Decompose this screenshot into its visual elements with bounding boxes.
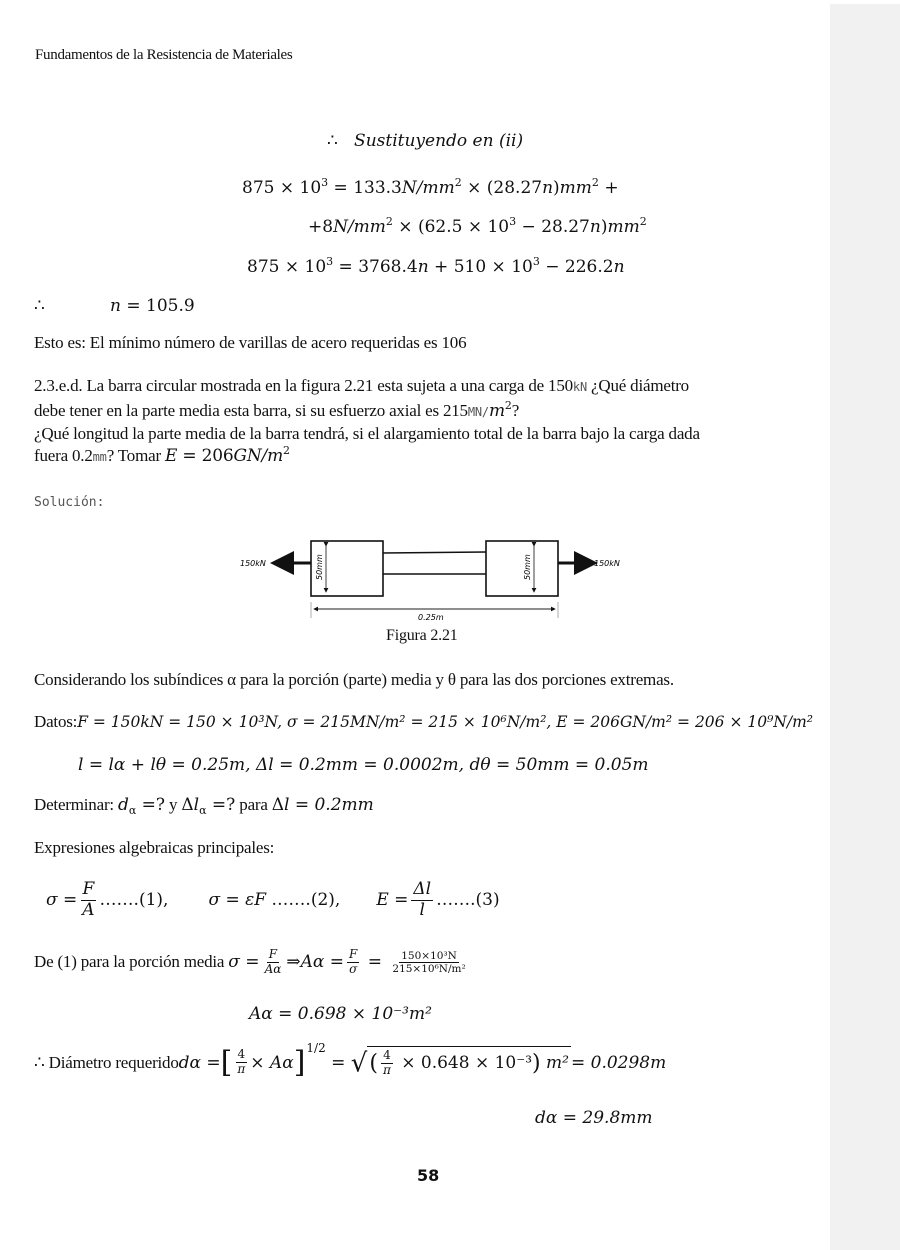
frac-den: l [419, 899, 425, 920]
equation-1-line-2 [308, 217, 647, 237]
frac-num: 150×10³N [401, 949, 457, 962]
sqrt-expression: √( $\frac{4}{\pi}$ × 0.648 × 10⁻³) m² [350, 1048, 569, 1079]
frac-num: 4 [383, 1048, 391, 1063]
eq-var: n [613, 257, 625, 277]
figure-caption: Figura 2.21 [386, 627, 458, 644]
problem-line-4 [34, 446, 290, 466]
datos-line-2: l = lα + lθ = 0.25m, Δl = 0.2mm = 0.0002m, dθ = 50mm = 0.05m [78, 755, 649, 775]
eq-text: E = [376, 890, 409, 911]
sqrt-sign: √ [350, 1048, 368, 1079]
eq-exp: 3 [532, 255, 540, 268]
page-number: 58 [417, 1166, 440, 1185]
therefore-symbol: ∴ [327, 131, 338, 151]
right-end-block [486, 541, 558, 596]
eq-unit: m² [546, 1053, 569, 1074]
eq-text: σ = [228, 952, 260, 973]
expression-2 [208, 890, 340, 910]
running-header: Fundamentos de la Resistencia de Materiales [35, 47, 293, 63]
eq-text: ) [600, 217, 608, 237]
eq-text: dα = [178, 1052, 221, 1073]
eq-text: 875 × 10 [242, 178, 322, 198]
problem-unit: mm [92, 450, 107, 464]
eq-exp: 3 [321, 176, 329, 189]
eq-var: n [589, 217, 601, 237]
eq-text: …….(3) [436, 890, 500, 911]
expression-1 [46, 880, 168, 920]
sustituyendo-line [327, 131, 523, 151]
eq-text: σ = [46, 890, 78, 911]
power-exponent: 1/2 [306, 1041, 326, 1055]
eq-text: +8 [308, 217, 334, 237]
side-panel [830, 4, 900, 1250]
eq-unit: N/mm [401, 178, 455, 198]
problem-line-1 [34, 376, 689, 396]
solution-label: Solución: [34, 495, 105, 510]
right-dim-label: 50mm [523, 554, 532, 580]
problem-text: fuera 0.2 [34, 446, 93, 465]
eq-unit: mm [607, 217, 640, 237]
frac-num: F [268, 947, 278, 961]
area-result: Aα = 0.698 × 10⁻³m² [249, 1004, 432, 1024]
frac-num: 4 [237, 1047, 246, 1062]
bar-figure [220, 530, 640, 630]
length-dim-label: 0.25m [418, 613, 444, 622]
frac-den: σ [349, 961, 358, 976]
eq-text: × (28.27 [461, 178, 543, 198]
eq-text: − 28.27 [516, 217, 590, 237]
eq-text: = 0.0298m [570, 1052, 667, 1073]
eq-exp: 2 [385, 215, 393, 228]
eq-text: = 0.2mm [289, 795, 374, 815]
problem-line-3: ¿Qué longitud la parte media de la barra tendrá, si el alargamiento total de la barra bajo la carga dada [34, 424, 700, 443]
eq-text: = 105.9 [120, 296, 195, 316]
problem-unit: MN/ [467, 405, 489, 419]
de1-text: De (1) para la porción media [34, 952, 225, 972]
eq-text: 875 × 10 [247, 257, 327, 277]
equation-1-line-1 [242, 178, 619, 198]
problem-line-2 [34, 401, 519, 421]
eq-exp: 2 [591, 176, 599, 189]
eq-unit: GN/m [233, 446, 283, 466]
eq-exp: 2 [504, 399, 512, 412]
eq-text: σ = εF [208, 890, 267, 911]
eq-text: …….(1), [99, 890, 169, 911]
eq-text: …….(2), [266, 890, 341, 911]
determinar-text: para [239, 795, 268, 814]
eq-text: ⇒ [286, 952, 301, 973]
final-diameter: dα = 29.8mm [535, 1108, 653, 1128]
determinar-line: Determinar: $d_\alpha$ =? y $\Delta l_\alpha$ =? para Δl = 0.2mm [34, 795, 374, 817]
frac-den: π [237, 1062, 246, 1076]
eq-exp: 3 [326, 255, 334, 268]
datos-line-1 [34, 712, 813, 732]
left-bracket: [ [220, 1045, 233, 1080]
sustituyendo-text: Sustituyendo en (ii) [354, 131, 524, 151]
frac-den: A [82, 899, 95, 920]
problem-unit: kN [572, 380, 587, 394]
eq-text: = 133.3 [333, 178, 402, 198]
problem-text: 2.3.e.d. La barra circular mostrada en la figura 2.21 esta sujeta a una carga de 150 [34, 376, 573, 395]
eq-text: ) [553, 178, 560, 198]
eq-text: × Aα [250, 1052, 294, 1073]
frac-den: 215×10⁶N/m² [392, 962, 466, 975]
datos-label: Datos: [34, 712, 78, 731]
conclusion-text: Esto es: El mínimo número de varillas de acero requeridas es 106 [34, 333, 467, 352]
result-n [110, 296, 195, 316]
eq-text: = 206 [177, 446, 234, 466]
eq-var: E [164, 446, 178, 466]
problem-text: ? Tomar [106, 446, 165, 465]
eq-text: =? [206, 795, 236, 815]
equation-2 [247, 257, 625, 277]
eq-exp: 2 [283, 444, 290, 457]
eq-text: = 3768.4 [333, 257, 418, 277]
diameter-text: ∴ Diámetro requerido [34, 1052, 179, 1072]
eq-unit: N/mm [333, 217, 386, 237]
problem-text: debe tener en la parte media esta barra, si su esfuerzo axial es 215 [34, 401, 468, 420]
frac-num: F [349, 947, 358, 961]
considering-text: Considerando los subíndices α para la porción (parte) media y θ para las dos porciones extremas. [34, 670, 674, 689]
determinar-text: y [169, 795, 178, 814]
eq-var: n [542, 178, 554, 198]
right-load-label: 150kN [594, 559, 620, 568]
frac-num: F [82, 879, 95, 899]
diameter-line: ∴ Diámetro requerido dα = [ $\frac{4}{\pi}$ × Aα ] 1/2 = √( $\frac{4}{\pi}$ × 0.648 × 10⁻³) m² = 0.0298m [34, 1041, 667, 1080]
left-load-label: 150kN [240, 559, 266, 568]
datos-values: F = 150kN = 150 × 10³N, σ = 215MN/m² = 215 × 10⁶N/m², E = 206GN/m² = 206 × 10⁹N/m² [77, 713, 813, 731]
de1-line: De (1) para la porción media σ = $\frac{F}{A\alpha}$ ⇒ Aα = $\frac{F}{\sigma}$ = $\frac{\text{150×10³N}}{\text{215×10⁶N/m²}}$ [34, 947, 466, 976]
eq-text: Aα = [300, 952, 344, 973]
frac-den: π [382, 1063, 391, 1078]
eq-exp: 3 [509, 215, 517, 228]
eq-text: − 226.2 [539, 257, 614, 277]
right-bracket: ] [293, 1045, 306, 1080]
eq-text: + 510 × 10 [428, 257, 533, 277]
eq-text: × 0.648 × 10⁻³ [395, 1053, 533, 1074]
eq-var: n [417, 257, 429, 277]
middle-bar-top [383, 552, 486, 553]
eq-text: × (62.5 × 10 [392, 217, 510, 237]
expresiones-label: Expresiones algebraicas principales: [34, 838, 275, 857]
determinar-label: Determinar: [34, 795, 114, 814]
eq-text: + [598, 178, 619, 198]
problem-text: ? [511, 401, 520, 420]
problem-unit: m [488, 401, 505, 421]
left-dim-label: 50mm [315, 554, 324, 580]
frac-num: Δl [413, 879, 432, 899]
eq-exp: 2 [639, 215, 647, 228]
expressions-row [46, 880, 500, 920]
problem-text: ¿Qué diámetro [586, 376, 689, 395]
eq-unit: mm [559, 178, 592, 198]
frac-den: Aα [264, 961, 282, 976]
eq-var: n [110, 296, 121, 316]
eq-exp: 2 [454, 176, 462, 189]
eq-text: =? [136, 795, 166, 815]
expression-3 [376, 880, 499, 920]
result-therefore: ∴ [34, 296, 45, 316]
